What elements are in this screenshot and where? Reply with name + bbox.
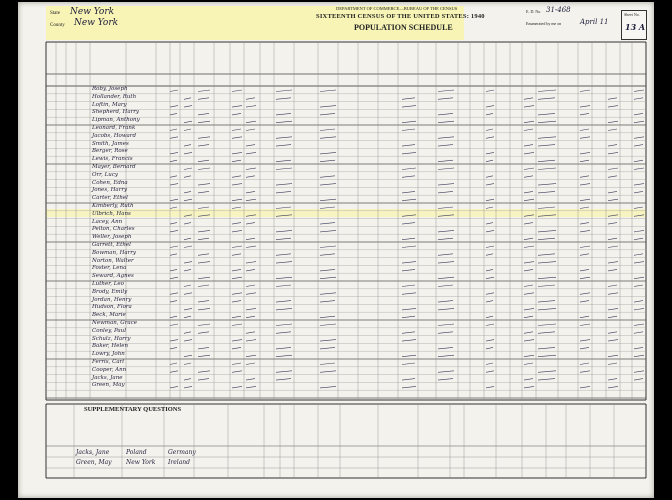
resident-name: Hollander, Ruth [92, 93, 137, 100]
enumerated-value: April 11 [580, 18, 609, 26]
resident-name: Jacobs, Howard [92, 132, 136, 139]
resident-name: Beck, Marie [92, 312, 126, 319]
resident-name: Weller, Joseph [92, 234, 132, 241]
resident-name: Hudson, Flora [92, 304, 132, 311]
supplementary-title: SUPPLEMENTARY QUESTIONS [84, 406, 182, 413]
resident-name: Mayer, Bernard [92, 164, 136, 170]
county-value: New York [74, 18, 119, 28]
resident-name: Cohen, Edna [92, 179, 128, 186]
county-label: County [50, 23, 65, 28]
resident-name: Berger, Rose [92, 148, 128, 155]
census-sheet [18, 2, 654, 498]
resident-name: Roby, Joseph [92, 86, 128, 92]
resident-name: Schulz, Harry [92, 335, 131, 342]
resident-name: Lacey, Ann [92, 218, 123, 225]
resident-name: Kimberly, Ruth [92, 203, 134, 209]
resident-name: Brody, Emily [92, 288, 128, 295]
resident-name: Jones, Harry [92, 187, 128, 194]
resident-name: Orr, Lucy [92, 171, 119, 178]
resident-name: Carter, Ethel [92, 195, 128, 202]
resident-name: Foster, Lena [92, 265, 127, 272]
resident-name: Jordan, Henry [92, 296, 132, 303]
supp-name-1: Jacks, Jane [76, 449, 110, 456]
enumerated-label: Enumerated by me on [526, 21, 562, 26]
resident-name: Bowman, Harry [92, 249, 137, 256]
state-label: State [50, 11, 60, 16]
state-value: New York [70, 7, 115, 17]
resident-name: Garrett, Ethel [92, 242, 131, 248]
supp-name-2: Green, May [76, 459, 112, 466]
resident-name: Ulbrich, Hans [92, 210, 131, 217]
ed-label: E. D. No. [526, 9, 542, 14]
resident-name: Leonard, Frank [92, 125, 136, 131]
supp-lang-2: Ireland [168, 459, 190, 466]
resident-name: Luther, Leo [92, 281, 124, 287]
ed-value: 31-468 [546, 6, 571, 14]
sheet-label: Sheet No. [624, 12, 640, 17]
resident-name: Newman, Grace [92, 320, 137, 326]
resident-name: Jacks, Jane [92, 374, 123, 381]
schedule-title: POPULATION SCHEDULE [354, 23, 453, 32]
census-title: SIXTEENTH CENSUS OF THE UNITED STATES: 1940 [316, 13, 485, 20]
resident-name: Norton, Walter [92, 257, 134, 264]
supp-place-1: Poland [126, 449, 147, 456]
resident-name: Loftin, Mary [92, 101, 127, 108]
resident-name: Pelton, Charles [92, 226, 135, 233]
resident-name: Lewis, Francis [92, 156, 133, 163]
resident-name: Smith, James [92, 140, 129, 147]
resident-name: Ferris, Carl [92, 359, 124, 365]
resident-name: Green, May [92, 382, 125, 389]
supp-lang-1: Germany [168, 449, 196, 456]
supp-place-2: New York [126, 459, 156, 466]
resident-name: Baker, Helen [92, 343, 129, 350]
resident-name: Cooper, Ann [92, 366, 127, 373]
sheet-value: 13 A [625, 22, 646, 32]
resident-name: Seward, Agnes [92, 273, 134, 280]
dept-line: DEPARTMENT OF COMMERCE—BUREAU OF THE CENSUS [336, 6, 458, 11]
resident-name: Lipman, Anthony [92, 117, 140, 124]
resident-name: Lowry, John [92, 351, 125, 358]
resident-name: Conley, Paul [92, 327, 126, 334]
resident-name: Shepherd, Harry [92, 109, 139, 116]
